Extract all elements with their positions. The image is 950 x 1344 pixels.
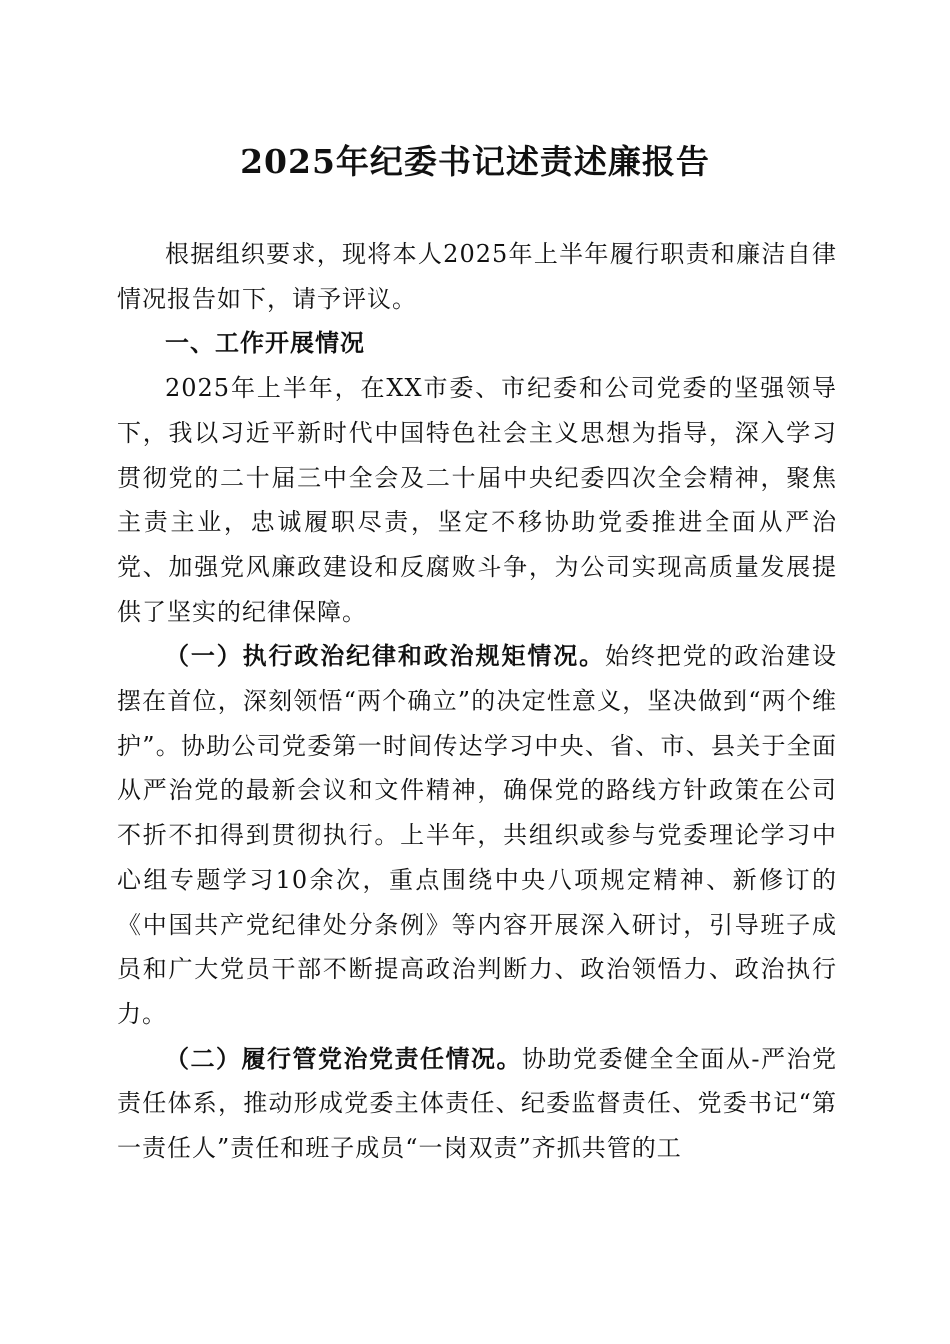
item-paragraph-2 [117, 1037, 837, 1171]
document-body [117, 232, 837, 1171]
intro-paragraph: 根据组织要求，现将本人2025年上半年履行职责和廉洁自律情况报告如下，请予评议。 [117, 240, 837, 313]
item-body-2: 协助党委健全全面从-严治党责任体系，推动形成党委主体责任、纪委监督责任、党委书记“第一责任人”责任和班子成员“一岗双责”齐抓共管的工 [117, 1044, 838, 1163]
section-paragraph: 2025年上半年，在XX市委、市纪委和公司党委的坚强领导下，我以习近平新时代中国特色社会主义思想为指导，深入学习贯彻党的二十届三中全会及二十届中央纪委四次全会精神，聚焦主责主业，忠诚履职尽责，坚定不移协助党委推进全面从严治党、加强党风廉政建设和反腐败斗争，为公司实现高质量发展提供了坚实的纪律保障。 [117, 374, 837, 626]
item-lead-2: （二）履行管党治党责任情况。 [165, 1043, 522, 1073]
document-title: 2025年纪委书记述责述廉报告 [240, 142, 710, 181]
section-heading: 一、工作开展情况 [165, 329, 365, 358]
item-lead-1: （一）执行政治纪律和政治规矩情况。 [165, 641, 605, 671]
item-paragraph-1 [117, 634, 837, 1036]
item-body-1: 始终把党的政治建设摆在首位，深刻领悟“两个确立”的决定性意义，坚决做到“两个维护”。协助公司党委第一时间传达学习中央、省、市、县关于全面从严治党的最新会议和文件精神，确保党的路线方针政策在公司不折不扣得到贯彻执行。上半年，共组织或参与党委理论学习中心组专题学习10余次，重点围绕中央八项规定精神、新修订的《中国共产党纪律处分条例》等内容开展深入研讨，引导班子成员和广大党员干部不断提高政治判断力、政治领悟力、政治执行力。 [117, 642, 838, 1028]
